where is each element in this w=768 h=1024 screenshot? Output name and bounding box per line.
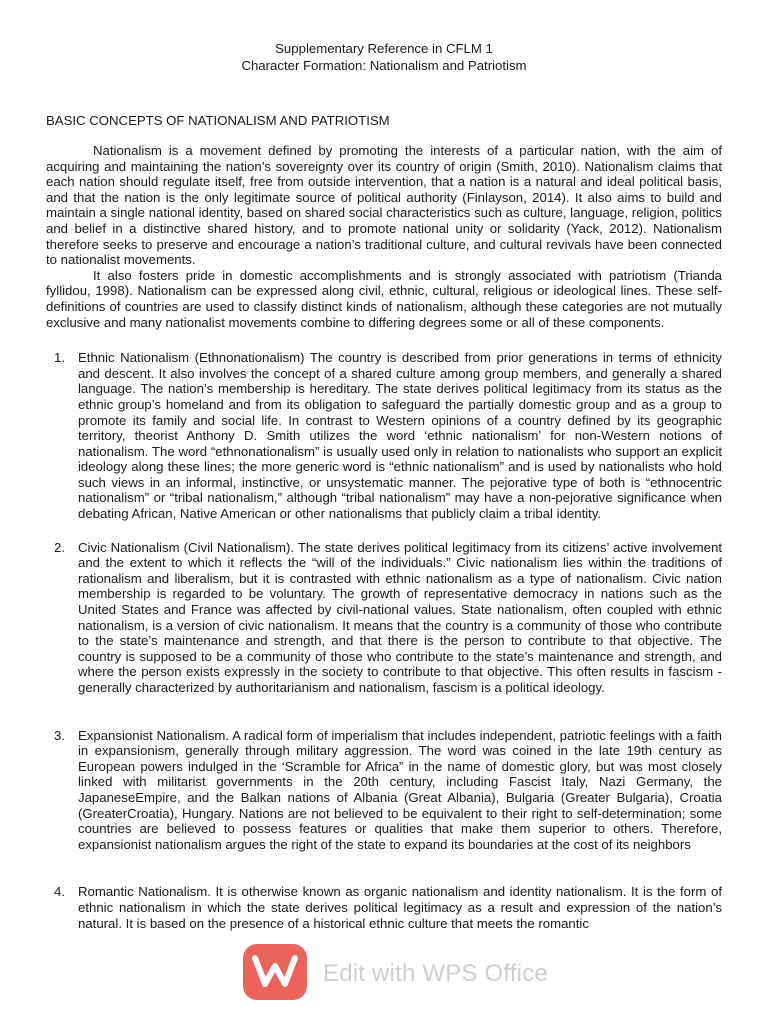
list-item-text: Romantic Nationalism. It is otherwise known as organic nationalism and identity nationalism. It is the form of ethnic nationalism in which the state derives political legitimacy as a result and expression of the nation’s natural. It is based on the presence of a historical ethnic culture that meets the romantic	[78, 884, 722, 931]
list-item-text: Ethnic Nationalism (Ethnonationalism) The country is described from prior generations in terms of ethnicity and descent. It also involves the concept of a shared culture among group members, and generally a shared language. The nation’s membership is hereditary. The state derives political legitimacy from its status as the ethnic group’s homeland and from its obligation to safeguard the partially domestic group and as a group to promote its family and social life. In contrast to Western opinions of a country defined by its geographic territory, theorist Anthony D. Smith utilizes the word ‘ethnic nationalism’ for non-Western notions of nationalism. The word “ethnonationalism” is usually used only in relation to nationalists who support an explicit ideology along these lines; the more generic word is “ethnic nationalism” and is used by nationalists who hold such views in an informal, instinctive, or unsystematic manner. The pejorative type of both is “ethnocentric nationalism” or “tribal nationalism,” although “tribal nationalism” may have a non-pejorative significance when debating African, Native American or other nationalisms that publicly claim a tribal identity.	[78, 350, 722, 522]
list-number: 4.	[54, 884, 65, 900]
section-title: BASIC CONCEPTS OF NATIONALISM AND PATRIOTISM	[46, 113, 390, 128]
wps-logo-icon	[243, 944, 307, 1000]
document-page	[46, 40, 722, 931]
header-line-2: Character Formation: Nationalism and Patriotism	[241, 58, 527, 73]
list-number: 3.	[54, 727, 65, 743]
list-item-text: Civic Nationalism (Civil Nationalism). The state derives political legitimacy from its citizens’ active involvement and the extent to which it reflects the “will of the individuals.” Civic nationalism lies within the traditions of rationalism and liberalism, but it is contrasted with ethnic nationalism as a type of nationalism. Civic nation membership is regarded to be voluntary. The growth of representative democracy in nations such as the United States and France was affected by civil-national values. State nationalism, often coupled with ethnic nationalism, is a version of civic nationalism. It means that the country is a community of those who contribute to the state’s maintenance and strength, and that there is the person to contribute to that objective. The country is supposed to be a community of those who contribute to the state’s maintenance and strength, and where the person exists expressly in the society to contribute to that objective. This often results in fascism - generally characterized by authoritarianism and nationalism, fascism is a political ideology.	[78, 539, 722, 695]
document-header	[46, 40, 722, 74]
list-item	[46, 540, 722, 696]
list-item-text: Expansionist Nationalism. A radical form of imperialism that includes independent, patriotic feelings with a faith in expansionism, generally through military aggression. The word was coined in the late 19th century as European powers indulged in the ‘Scramble for Africa” in the name of domestic glory, but was most closely linked with militarist governments in the 20th century, including Fascist Italy, Nazi Germany, the JapaneseEmpire, and the Balkan nations of Albania (Great Albania), Bulgaria (Greater Bulgaria), Croatia (GreaterCroatia), Hungary. Nations are not believed to be equivalent to their right to self-determination; some countries are believed to possess features or qualities that make them superior to others. Therefore, expansionist nationalism argues the right of the state to expand its boundaries at the cost of its neighbors	[78, 727, 722, 852]
watermark-text: Edit with WPS Office	[323, 960, 548, 987]
list-item	[46, 884, 722, 931]
list-item	[46, 350, 722, 522]
nationalism-types-list	[46, 350, 722, 931]
paragraph: Nationalism is a movement defined by promoting the interests of a particular nation, with the aim of acquiring and maintaining the nation’s sovereignty over its country of origin (Smith, 2010). Nationalism claims that each nation should regulate itself, free from outside intervention, that a nation is a natural and ideal political basis, and that the nation is the only legitimate source of political authority (Finlayson, 2014). It also aims to build and maintain a single national identity, based on shared social characteristics such as culture, language, religion, politics and belief in a distinctive shared history, and to promote national unity or solidarity (Yack, 2012). Nationalism therefore seeks to preserve and encourage a nation’s traditional culture, and cultural revivals have been connected to nationalist movements.	[46, 143, 722, 268]
wps-watermark	[243, 944, 663, 1002]
header-line-1: Supplementary Reference in CFLM 1	[275, 41, 493, 56]
paragraph: It also fosters pride in domestic accomplishments and is strongly associated with patriotism (Trianda fyllidou, 1998). Nationalism can be expressed along civil, ethnic, cultural, religious or ideological lines. These self-definitions of countries are used to classify distinct kinds of nationalism, although these categories are not mutually exclusive and many nationalist movements combine to differing degrees some or all of these components.	[46, 267, 722, 330]
list-number: 2.	[54, 539, 65, 555]
list-number: 1.	[54, 350, 65, 366]
list-item	[46, 728, 722, 853]
